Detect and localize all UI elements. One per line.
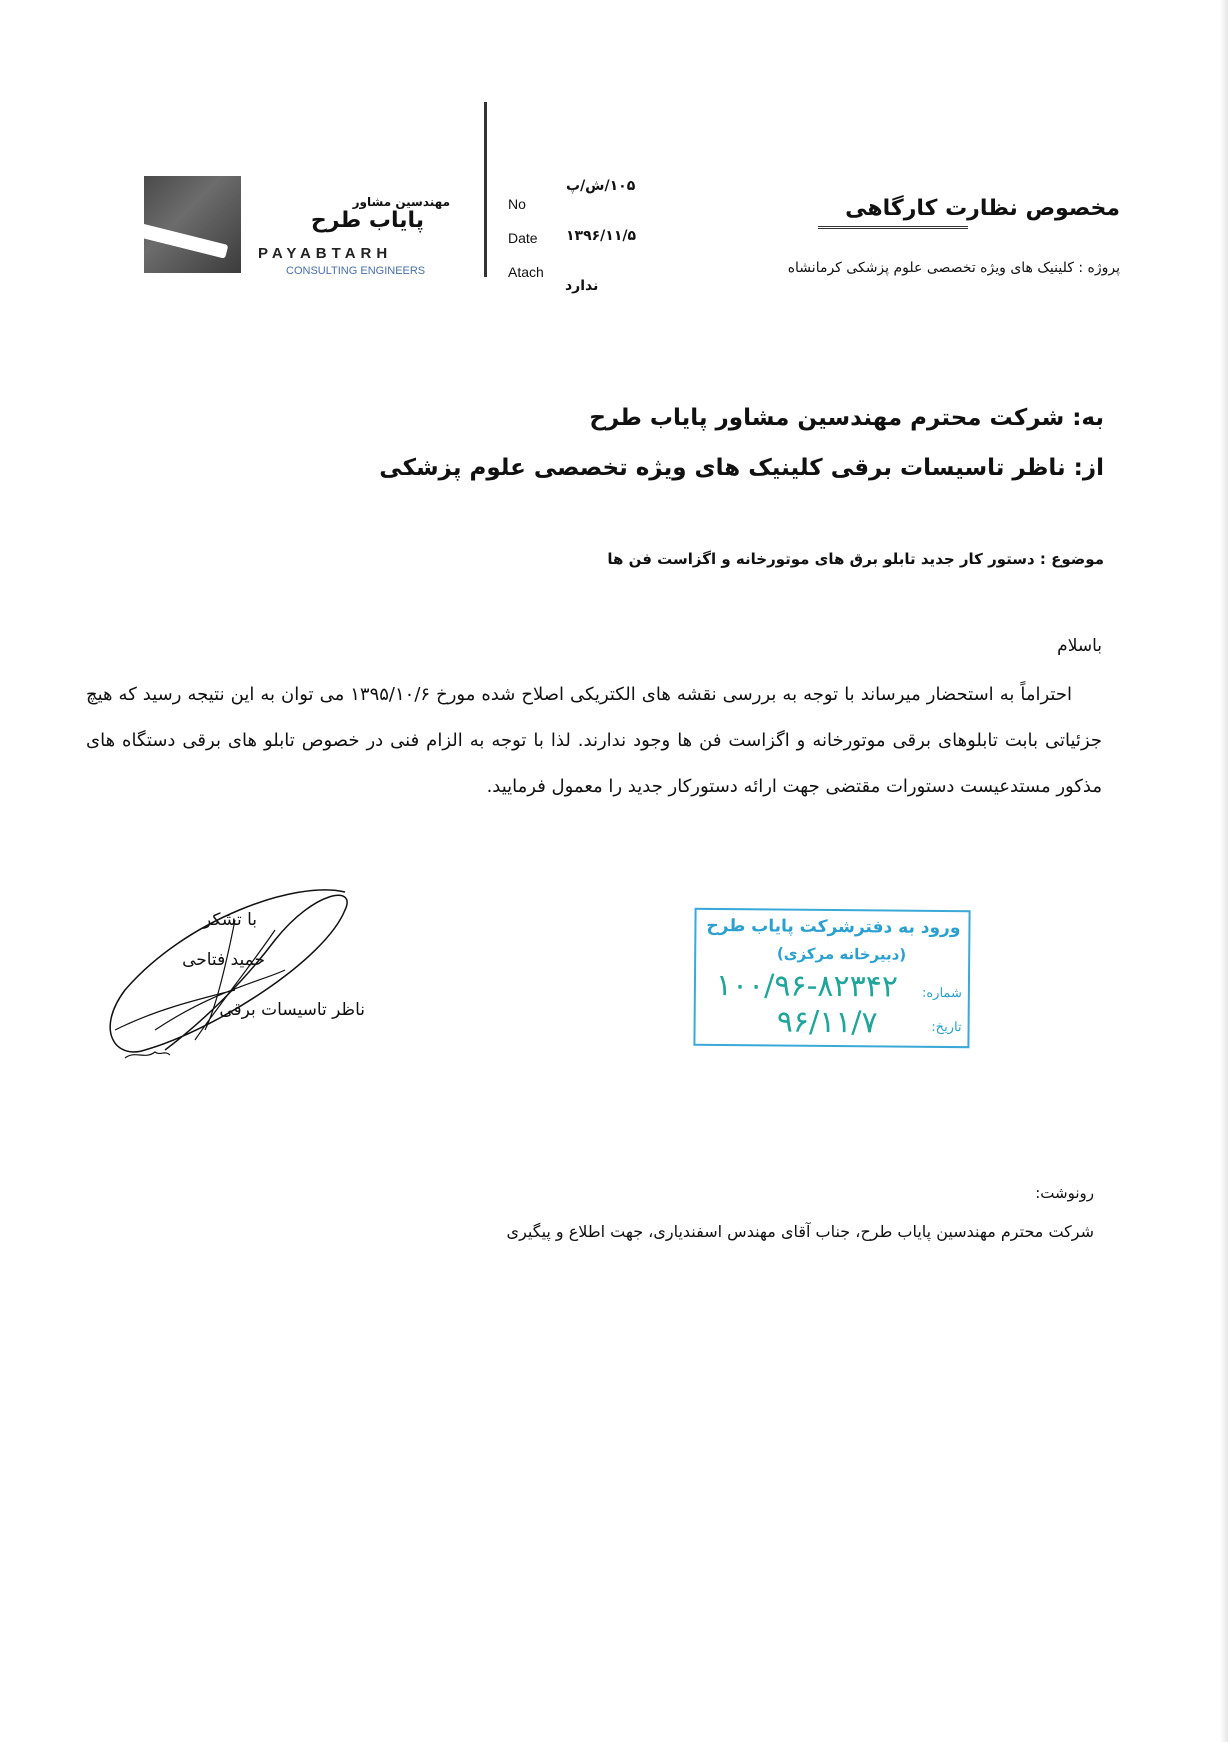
signature-block bbox=[95, 880, 365, 1070]
company-logo-mark bbox=[144, 176, 241, 273]
stamp-number-value: ۱۰۰/۹۶-۸۲۳۴۲ bbox=[715, 967, 899, 1005]
header-divider bbox=[484, 102, 487, 277]
letter-body: احتراماً به استحضار میرساند با توجه به بررسی نقشه های الکتریکی اصلاح شده مورخ ۱۳۹۵/۱۰/۶ می توان به این نتیجه رسید که هیچ جزئیاتی بابت تابلوهای برقی موتورخانه و اگزاست فن ها وجود ندارند. لذا با توجه به الزام فنی در خصوص تابلو های برقی دستگاه های مذکور مستدعیست دستورات مقتضی جهت ارائه دستورکار جدید را معمول فرمایید. bbox=[86, 684, 1102, 797]
date-value: ۱۳۹۶/۱۱/۵ bbox=[566, 228, 637, 244]
signer-name: حمید فتاحی bbox=[182, 950, 265, 970]
logo-tagline: CONSULTING ENGINEERS bbox=[286, 265, 426, 277]
scan-edge bbox=[1220, 0, 1228, 1742]
handwritten-signature bbox=[95, 880, 365, 1070]
attach-value: ندارد bbox=[565, 278, 599, 294]
attach-label: Atach bbox=[508, 264, 544, 280]
receipt-stamp bbox=[693, 908, 970, 1048]
stamp-date-value: ۹۶/۱۱/۷ bbox=[776, 1004, 878, 1041]
signer-role: ناظر تاسیسات برقی bbox=[219, 1000, 365, 1020]
recipient: به: شرکت محترم مهندسین مشاور پایاب طرح bbox=[589, 405, 1104, 431]
logo-subtitle: مهندسین مشاور bbox=[352, 195, 450, 209]
number-label: No bbox=[508, 196, 526, 212]
document-title: مخصوص نظارت کارگاهی bbox=[845, 196, 1120, 221]
cc-recipients: شرکت محترم مهندسین پایاب طرح، جناب آقای مهندس اسفندیاری، جهت اطلاع و پیگیری bbox=[506, 1222, 1094, 1241]
stamp-title: ورود به دفترشرکت پایاب طرح bbox=[706, 915, 961, 939]
signature-closing: با تشکر bbox=[203, 910, 257, 930]
sender: از: ناظر تاسیسات برقی کلینیک های ویژه تخصصی علوم پزشکی bbox=[379, 455, 1104, 481]
title-underline bbox=[818, 226, 968, 229]
stamp-date-label: تاریخ: bbox=[931, 1019, 962, 1036]
date-label: Date bbox=[508, 230, 538, 246]
number-value: ۱۰۵/ش/پ bbox=[566, 178, 636, 194]
project-line: پروژه : کلینیک های ویژه تخصصی علوم پزشکی کرمانشاه bbox=[787, 260, 1120, 276]
stamp-number-label: شماره: bbox=[921, 985, 962, 1002]
stamp-subtitle: (دبیرخانه مرکزی) bbox=[776, 944, 907, 964]
greeting: باسلام bbox=[1057, 636, 1102, 656]
logo-name-en: PAYABTARH bbox=[258, 245, 393, 262]
subject: موضوع : دستور کار جدید تابلو برق های موتورخانه و اگزاست فن ها bbox=[607, 550, 1104, 568]
logo-name-fa: پایاب طرح bbox=[310, 208, 424, 233]
cc-label: رونوشت: bbox=[1035, 1184, 1094, 1202]
